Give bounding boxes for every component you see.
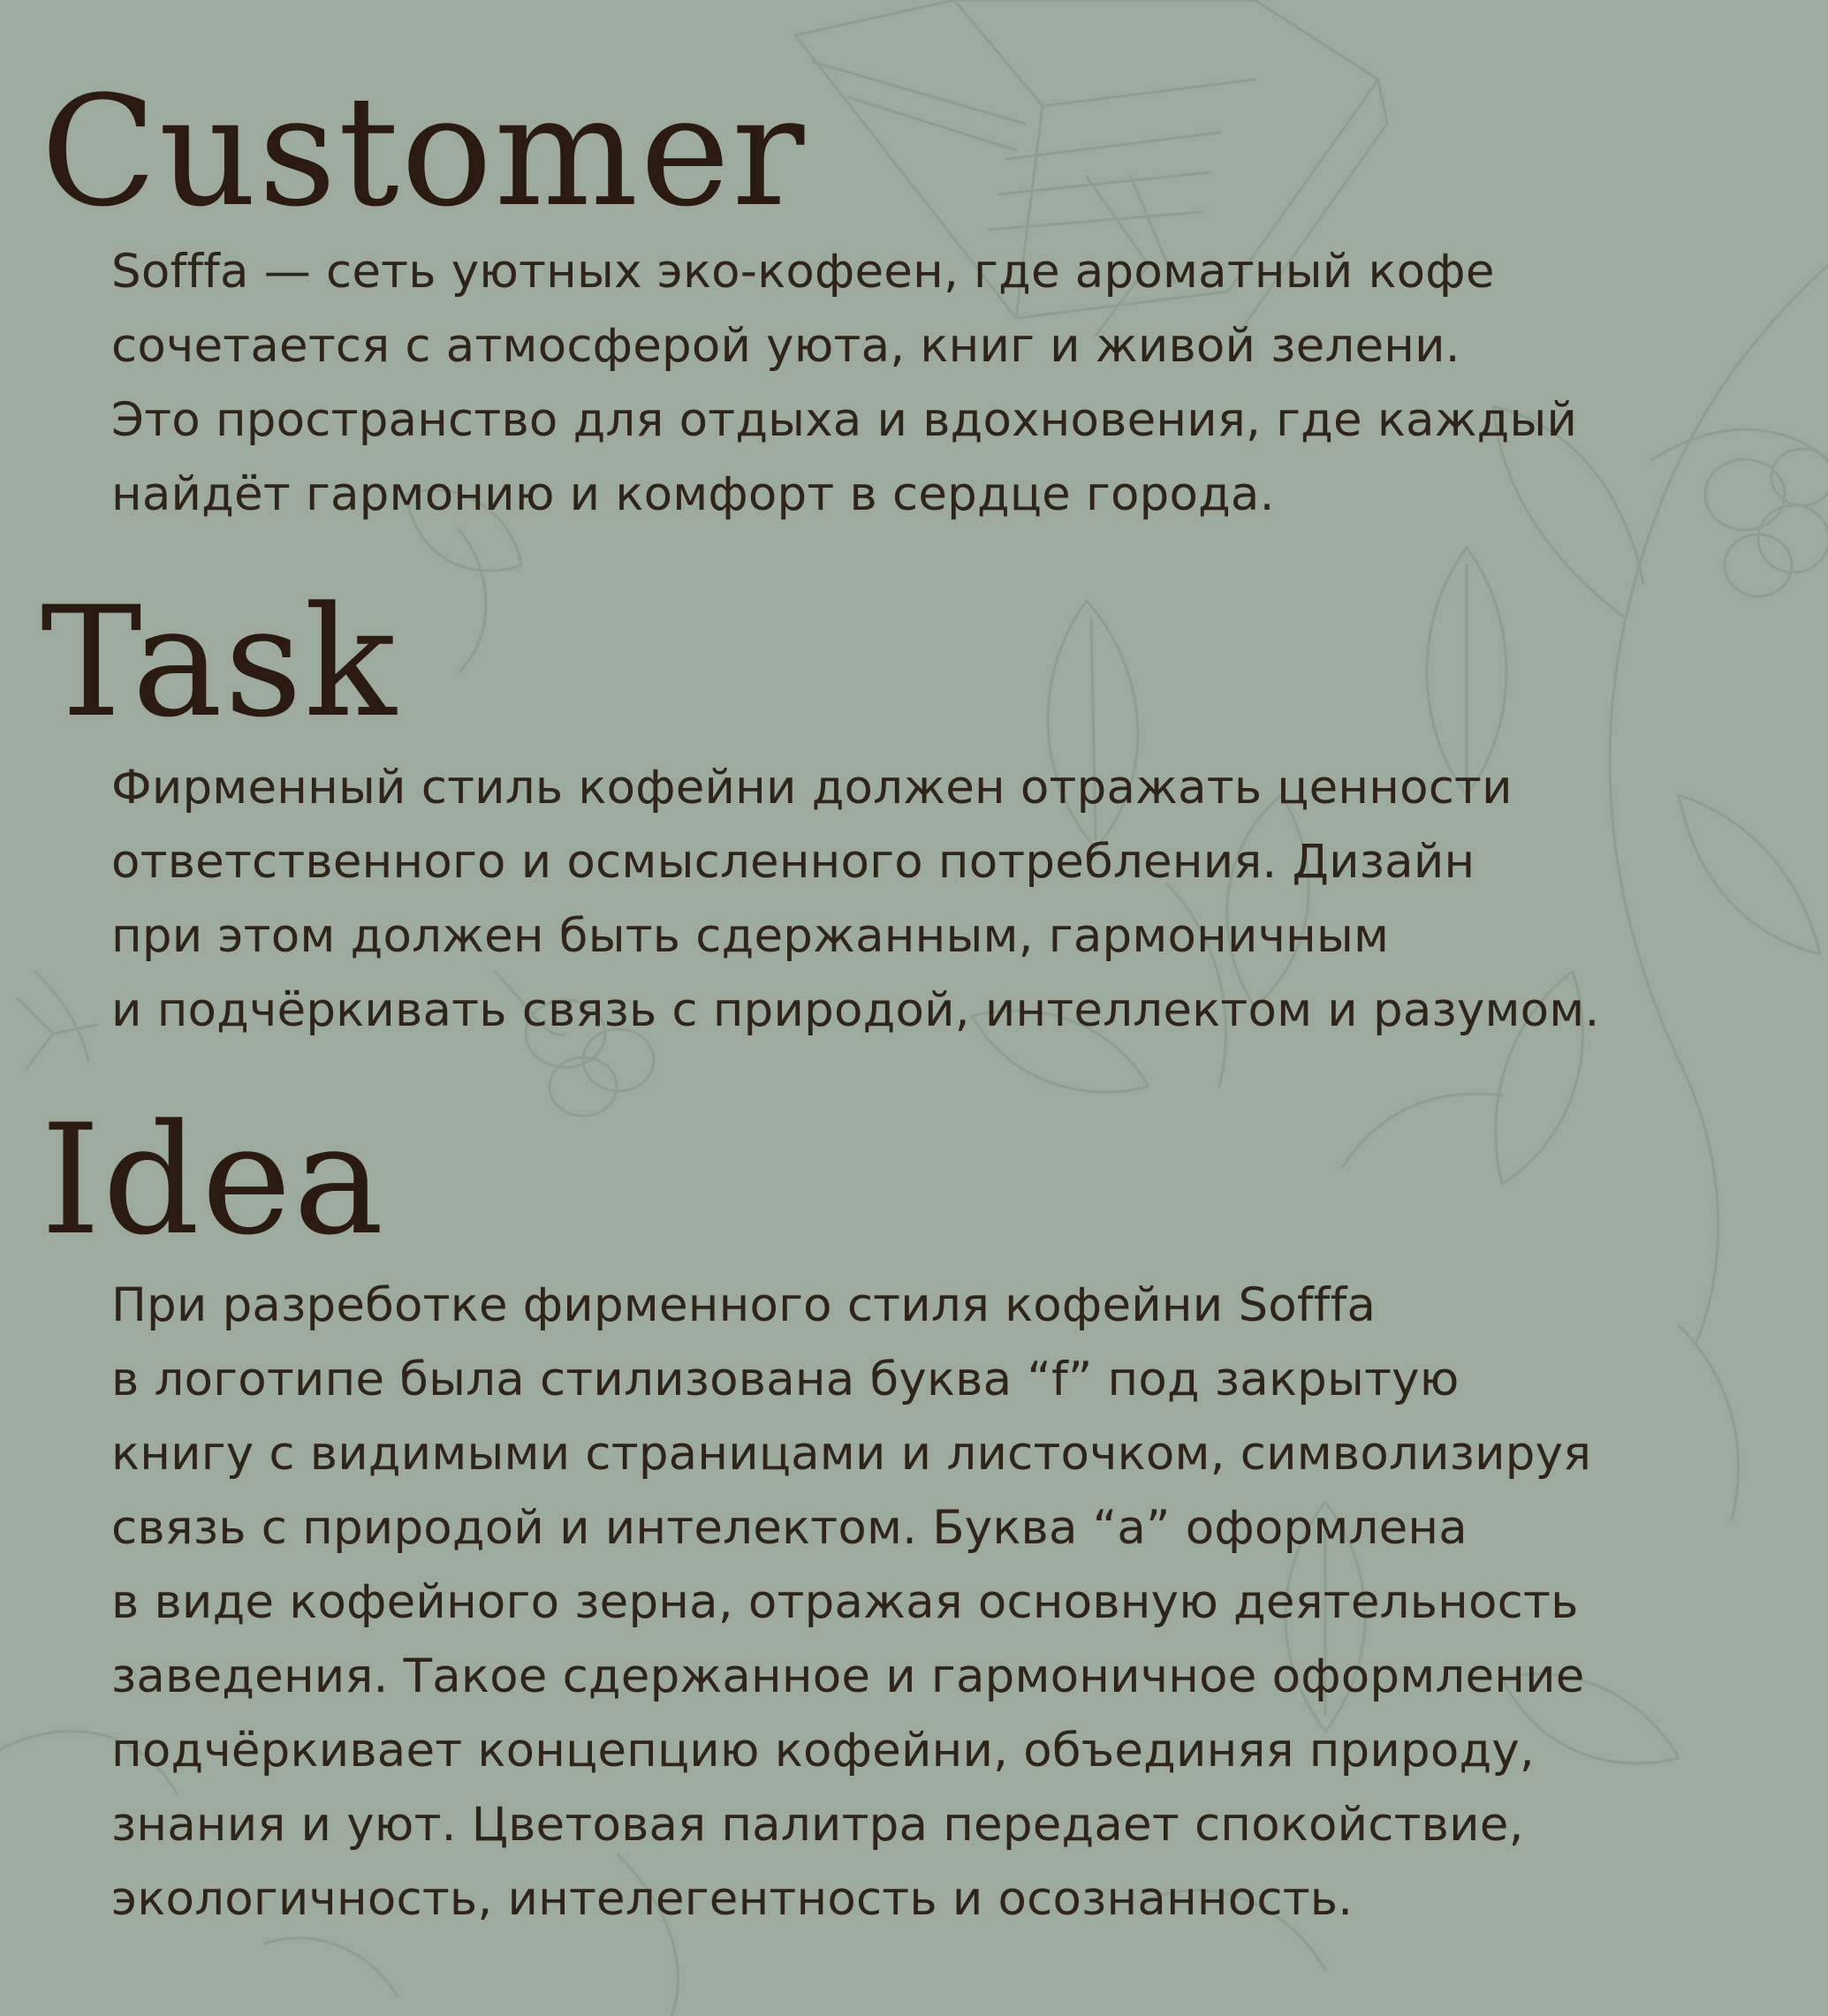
idea-line-7: подчёркивает концепцию кофейни, объединяя природу, [111, 1724, 1535, 1777]
customer-line-4: найдёт гармонию и комфорт в сердце города. [111, 467, 1275, 521]
customer-line-2: сочетается с атмосферой уюта, книг и живой зелени. [111, 319, 1460, 373]
task-line-4: и подчёркивать связь с природой, интеллектом и разумом. [111, 983, 1600, 1037]
idea-line-5: в виде кофейного зерна, отражая основную деятельность [111, 1575, 1579, 1629]
idea-line-2: в логотипе была стилизована буква “f” под закрытую [111, 1353, 1460, 1406]
idea-line-9: экологичность, интелегентность и осознанность. [111, 1872, 1354, 1926]
task-line-3: при этом должен быть сдержанным, гармоничным [111, 909, 1390, 963]
task-line-2: ответственного и осмысленного потребления. Дизайн [111, 835, 1475, 889]
customer-heading: Customer [41, 63, 807, 240]
task-line-1: Фирменный стиль кофейни должен отражать ценности [111, 761, 1513, 815]
idea-heading: Idea [41, 1091, 386, 1269]
idea-description [111, 1269, 1591, 1936]
idea-line-4: связь с природой и интелектом. Буква “a” оформлена [111, 1501, 1468, 1555]
idea-line-3: книгу с видимыми страницами и листочком, символизируя [111, 1427, 1592, 1481]
idea-line-1: При разреботке фирменного стиля кофейни Sofffa [111, 1278, 1377, 1332]
task-description [111, 751, 1600, 1048]
task-heading: Task [41, 573, 398, 751]
customer-description [111, 235, 1577, 532]
customer-line-3: Это пространство для отдыха и вдохновения, где каждый [111, 393, 1578, 447]
customer-line-1: Sofffa — сеть уютных эко-кофеен, где ароматный кофе [111, 245, 1495, 299]
idea-line-6: заведения. Такое сдержанное и гармоничное оформление [111, 1649, 1585, 1703]
idea-line-8: знания и уют. Цветовая палитра передает спокойствие, [111, 1798, 1524, 1852]
